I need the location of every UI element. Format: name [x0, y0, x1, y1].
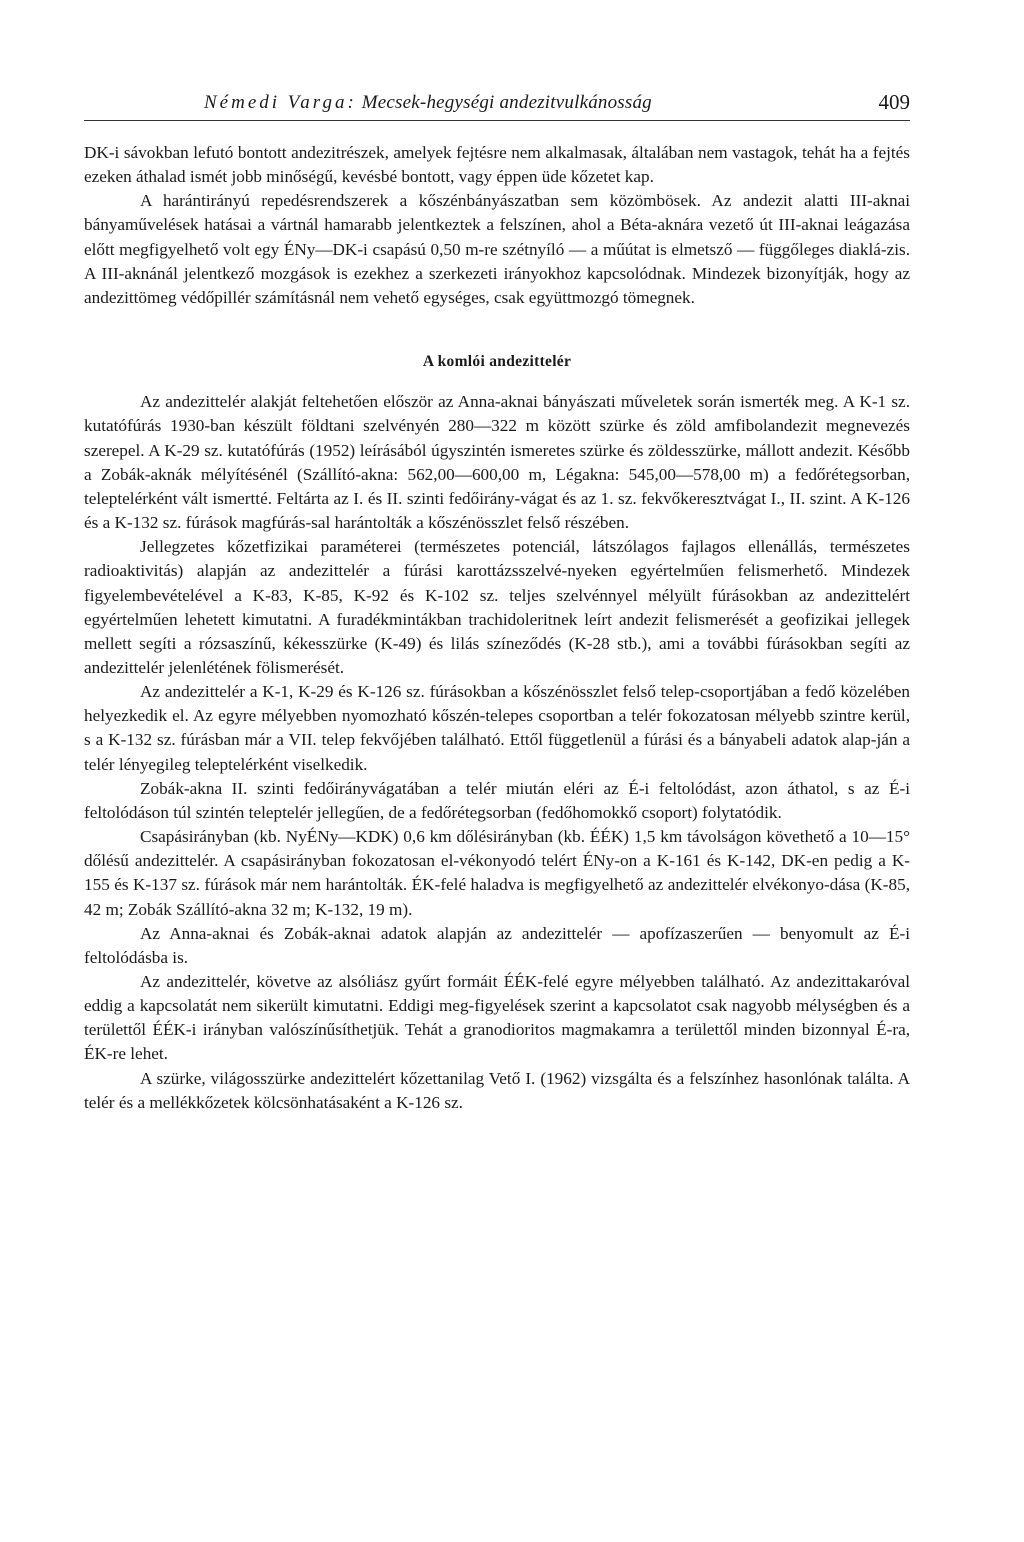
article-title: Mecsek-hegységi andezitvulkánosság — [361, 92, 652, 113]
paragraph: A harántirányú repedésrendszerek a kőszénbányászatban sem közömbösek. Az andezit alatti III-aknai bányaművelések hatásai a vártnál hamarabb jelentkeztek a felszínen, ahol a Béta-aknára vezető út III-aknai leágazása előtt megfigyelhető volt egy ÉNy—DK-i csapású 0,50 m-re szétnyíló — a műútat is elmetsző — függőleges diaklá-zis. A III-aknánál jelentkező mozgások is ezekhez a szerkezeti irányokhoz kapcsolódnak. Mindezek bizonyítják, hogy az andezittömeg védőpillér számításnál nem vehető egységes, csak együttmozgó tömegnek. — [84, 191, 910, 307]
paragraph: Zobák-akna II. szinti fedőirányvágatában a telér miután eléri az É-i feltolódást, azon áthatol, s az É-i feltolódáson túl szintén teleptelér jellegűen, de a fedőrétegsorban (fedőhomokkő csoport) folytatódik. — [84, 778, 910, 822]
running-header — [84, 86, 910, 121]
paragraph: Az andezittelér, követve az alsóliász gyűrt formáit ÉÉK-felé egyre mélyebben található. Az andezittakaróval eddig a kapcsolatát nem sikerült kimutatni. Eddigi meg-figyelések szerint a kapcsolatot csak nagyobb mélységben és a területtől ÉÉK-i irányban valószínűsíthetjük. Tehát a granodioritos magmakamra a területtől minden bizonnyal É-ra, ÉK-re lehet. — [84, 972, 910, 1064]
paragraph: Az andezittelér a K-1, K-29 és K-126 sz. fúrásokban a kőszénösszlet felső telep-csoportjában a fedő közelében helyezkedik el. Az egyre mélyebben nyomozható kőszén-telepes csoportban a telér fokozatosan mélyebb szintre kerül, s a K-132 sz. fúrásban már a VII. telep fekvőjében található. Ettől függetlenül a fúrási és a bányabeli adatok alap-ján a telér lényegileg teleptelérként viselkedik. — [84, 682, 910, 774]
paragraphs-before-section — [84, 141, 910, 310]
running-title — [204, 92, 652, 114]
paragraph: Jellegzetes kőzetfizikai paraméterei (természetes potenciál, látszólagos fajlagos ellenállás, természetes radioaktivitás) alapján az andezittelér a fúrási karottázsszelvé-nyeken egyértelműen felismerhető. Mindezek figyelembevételével a K-83, K-85, K-92 és K-102 sz. teljes szelvénnyel mélyült fúrásokban az andezittelért egyértelműen lehetett kimutatni. A furadékmintákban trachidoleritnek leírt andezit felismerését a geofizikai jellegek mellett segíti a rózsaszínű, kékesszürke (K-49) és lilás színeződés (K-28 stb.), ami a további fúrásokban segíti az andezittelér jelenlétének fölismerését. — [84, 537, 910, 677]
section-title: A komlói andezittelér — [422, 353, 572, 371]
paragraphs-after-section — [84, 390, 910, 1115]
page-number: 409 — [878, 90, 910, 114]
running-author: Némedi Varga: — [204, 92, 357, 113]
paragraph: A szürke, világosszürke andezittelért kőzettanilag Vető I. (1962) vizsgálta és a felszínhez hasonlónak találta. A telér és a mellékkőzetek kölcsönhatásaként a K-126 sz. — [84, 1068, 910, 1112]
paragraph: DK-i sávokban lefutó bontott andezitrészek, amelyek fejtésre nem alkalmasak, általában nem vastagok, tehát ha a fejtés ezeken áthalad ismét jobb minőségű, kevésbé bontott, vagy éppen üde kőzetet kap. — [84, 143, 910, 187]
paragraph: Az Anna-aknai és Zobák-aknai adatok alapján az andezittelér — apofízaszerűen — benyomult az É-i feltolódásba is. — [84, 923, 910, 967]
paragraph: Az andezittelér alakját feltehetően először az Anna-aknai bányászati műveletek során ismerték meg. A K-1 sz. kutatófúrás 1930-ban készült földtani szelvényén 280—322 m között szürke és zöld amfibolandezit megnevezés szerepel. A K-29 sz. kutatófúrás (1952) leírásából úgyszintén ismeretes szürke és zöldesszürke, mállott andezit. Később a Zobák-aknák mélyítésénél (Szállító-akna: 562,00—600,00 m, Légakna: 545,00—578,00 m) a fedőrétegsorban, teleptelérként vált ismertté. Feltárta az I. és II. szinti fedőirány-vágat és az 1. sz. fekvőkeresztvágat I., II. szint. A K-126 és a K-132 sz. fúrások magfúrás-sal harántolták a kőszénösszlet felső részében. — [84, 392, 910, 533]
document-page — [84, 86, 910, 1115]
paragraph: Csapásirányban (kb. NyÉNy—KDK) 0,6 km dőlésirányban (kb. ÉÉK) 1,5 km távolságon követhető a 10—15° dőlésű andezittelér. A csapásirányban fokozatosan el-vékonyodó telért ÉNy-on a K-161 és K-142, DK-en pedig a K-155 és K-137 sz. fúrások már nem harántolták. ÉK-felé haladva is megfigyelhető az andezittelér elvékonyo-dása (K-85, 42 m; Zobák Szállító-akna 32 m; K-132, 19 m). — [84, 827, 910, 919]
body-text — [84, 141, 910, 1115]
